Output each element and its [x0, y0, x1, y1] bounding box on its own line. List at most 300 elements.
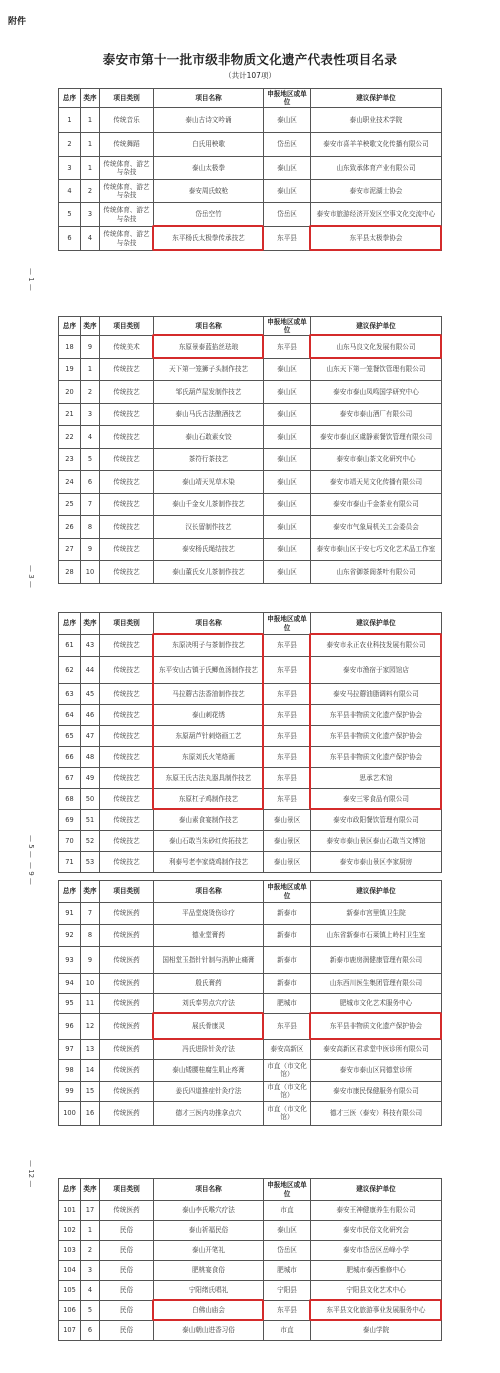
- table-header-row: [59, 1179, 442, 1201]
- table-cell: 21: [59, 403, 81, 426]
- table-cell: 53: [81, 852, 100, 873]
- table-cell: 1: [59, 108, 81, 133]
- table-cell: 5: [81, 1301, 100, 1321]
- highlight-box: [309, 334, 442, 359]
- column-header: 类序: [81, 881, 100, 903]
- table-cell: 泰山区: [264, 403, 311, 426]
- table-cell: 25: [59, 493, 81, 516]
- table-cell: 泰山区: [264, 180, 311, 203]
- highlight-box: [309, 225, 442, 251]
- table-cell: 泰山区: [264, 1221, 311, 1241]
- page-number: — 12 —: [27, 1160, 35, 1188]
- table-cell: 91: [59, 903, 81, 925]
- table-cell: 市直（市文化馆）: [264, 1101, 311, 1125]
- table-cell: 泰安市泰山区虞静素餐饮管理有限公司: [311, 426, 442, 449]
- table-cell: 东平县: [264, 705, 311, 726]
- table-row: [59, 448, 442, 471]
- table-cell: 传统技艺: [100, 493, 154, 516]
- table-cell: 6: [59, 227, 81, 251]
- highlight-box: [152, 225, 264, 251]
- table-cell: 白佛山庙会: [154, 1301, 264, 1321]
- table-cell: 50: [81, 789, 100, 810]
- table-cell: 东平县: [264, 336, 311, 359]
- table-cell: 德才三医（泰安）科技有限公司: [311, 1101, 442, 1125]
- table-cell: 传统体育、游艺与杂技: [100, 203, 154, 227]
- table-cell: 泰山石敢素女饺: [154, 426, 264, 449]
- table-cell: 山东西川医生集团管理有限公司: [311, 973, 442, 993]
- table-cell: 泰安市政阳餐饮管理有限公司: [311, 810, 442, 831]
- column-header: 类序: [81, 317, 100, 336]
- table-cell: 国相堂玉指针针制与消肿止痛膏: [154, 947, 264, 974]
- table-cell: 泰安市泰山区同德堂诊所: [311, 1059, 442, 1081]
- table-cell: 新泰市: [264, 903, 311, 925]
- table-cell: 2: [81, 1241, 100, 1261]
- table-cell: 66: [59, 747, 81, 768]
- table-row: [59, 810, 442, 831]
- table-cell: 107: [59, 1321, 81, 1341]
- table-cell: 传统技艺: [100, 768, 154, 789]
- column-header: 类序: [81, 1179, 100, 1201]
- table-cell: 东平县太极拳协会: [311, 227, 442, 251]
- page-number: — 9 —: [27, 862, 35, 885]
- table-cell: 8: [81, 516, 100, 539]
- column-header: 项目名称: [154, 881, 264, 903]
- table-cell: 105: [59, 1281, 81, 1301]
- table-cell: 东平县非物质文化遗产保护协会: [311, 1013, 442, 1039]
- table-cell: 1: [81, 132, 100, 157]
- table-row: [59, 1241, 442, 1261]
- table-cell: 10: [81, 973, 100, 993]
- table-cell: 山东马良文化发展有限公司: [311, 336, 442, 359]
- table-row: [59, 403, 442, 426]
- column-header: 总序: [59, 881, 81, 903]
- table-cell: 泰山区: [264, 108, 311, 133]
- column-header: 项目类别: [100, 613, 154, 635]
- column-header: 类序: [81, 89, 100, 108]
- column-header: 项目名称: [154, 613, 264, 635]
- table-row: [59, 538, 442, 561]
- table-cell: 4: [59, 180, 81, 203]
- table-cell: 19: [59, 358, 81, 381]
- table-cell: 传统医药: [100, 1101, 154, 1125]
- column-header: 项目类别: [100, 881, 154, 903]
- table-cell: 61: [59, 635, 81, 657]
- table-cell: 22: [59, 426, 81, 449]
- table-cell: 宁阳绪氏唱礼: [154, 1281, 264, 1301]
- table-cell: 岱岳空竹: [154, 203, 264, 227]
- table-cell: 93: [59, 947, 81, 974]
- table-cell: 传统技艺: [100, 831, 154, 852]
- table-row: [59, 903, 442, 925]
- table-cell: 汉长留制作技艺: [154, 516, 264, 539]
- table-cell: 13: [81, 1039, 100, 1059]
- table-cell: 103: [59, 1241, 81, 1261]
- table-cell: 泰山区: [264, 157, 311, 180]
- table-cell: 70: [59, 831, 81, 852]
- column-header: 项目名称: [154, 89, 264, 108]
- table-row: [59, 561, 442, 584]
- table-cell: 传统医药: [100, 1059, 154, 1081]
- table-cell: 东平县: [264, 684, 311, 705]
- column-header: 项目类别: [100, 317, 154, 336]
- table-cell: 43: [81, 635, 100, 657]
- table-cell: 52: [81, 831, 100, 852]
- table-cell: 3: [81, 203, 100, 227]
- column-header: 类序: [81, 613, 100, 635]
- table-cell: 18: [59, 336, 81, 359]
- table-cell: 26: [59, 516, 81, 539]
- table-cell: 传统医药: [100, 903, 154, 925]
- column-header: 建议保护单位: [311, 1179, 442, 1201]
- table-cell: 东原王氏古法丸器具制作技艺: [154, 768, 264, 789]
- table-cell: 104: [59, 1261, 81, 1281]
- table-cell: 传统技艺: [100, 358, 154, 381]
- table-row: [59, 993, 442, 1013]
- table-cell: 9: [81, 336, 100, 359]
- table-cell: 泰安高新区君求堂中医诊所有限公司: [311, 1039, 442, 1059]
- table-cell: 传统技艺: [100, 810, 154, 831]
- table-cell: 65: [59, 726, 81, 747]
- column-header: 总序: [59, 89, 81, 108]
- table-cell: 94: [59, 973, 81, 993]
- table-cell: 17: [81, 1201, 100, 1221]
- table-cell: 传统技艺: [100, 684, 154, 705]
- table-cell: 民俗: [100, 1301, 154, 1321]
- table-cell: 泰安市泰山茶文化研究中心: [311, 448, 442, 471]
- table-cell: 泰安马拉蘑油脂调料有限公司: [311, 684, 442, 705]
- table-cell: 44: [81, 656, 100, 684]
- table-cell: 1: [81, 358, 100, 381]
- table-cell: 传统音乐: [100, 108, 154, 133]
- table-cell: 泰安市民俗文化研究会: [311, 1221, 442, 1241]
- table-cell: 11: [81, 993, 100, 1013]
- table-cell: 2: [81, 381, 100, 404]
- table-cell: 泰山董氏女儿茶制作技艺: [154, 561, 264, 584]
- table-header-row: [59, 317, 442, 336]
- table-cell: 62: [59, 656, 81, 684]
- table-cell: 8: [81, 925, 100, 947]
- table-cell: 马拉蘑古法香油制作技艺: [154, 684, 264, 705]
- table-row: [59, 1101, 442, 1125]
- column-header: 申报地区或单位: [264, 613, 311, 635]
- table-cell: 东平县非物质文化遗产保护协会: [311, 747, 442, 768]
- table-cell: 泰安王神健康养生有限公司: [311, 1201, 442, 1221]
- table-row: [59, 852, 442, 873]
- column-header: 项目名称: [154, 1179, 264, 1201]
- table-cell: 1: [81, 157, 100, 180]
- table-cell: 东平县: [264, 726, 311, 747]
- table-cell: 展氏骨康灵: [154, 1013, 264, 1039]
- table-row: [59, 925, 442, 947]
- table-cell: 东平县: [264, 635, 311, 657]
- table-cell: 东平县文化旅游事业发展服务中心: [311, 1301, 442, 1321]
- table-cell: 东原刘氏火笔烙画: [154, 747, 264, 768]
- highlight-box: [309, 633, 442, 810]
- table-cell: 利泰号老李家烧鸡制作技艺: [154, 852, 264, 873]
- table-row: [59, 1221, 442, 1241]
- table-cell: 东原景泰蓝掐丝珐琅: [154, 336, 264, 359]
- table-cell: 16: [81, 1101, 100, 1125]
- table-cell: 27: [59, 538, 81, 561]
- table-cell: 泰山石敢当朱砂红传拓技艺: [154, 831, 264, 852]
- column-header: 项目名称: [154, 317, 264, 336]
- highlight-box: [152, 1299, 264, 1321]
- table-cell: 92: [59, 925, 81, 947]
- table-cell: 4: [81, 426, 100, 449]
- table-cell: 泰山太极拳: [154, 157, 264, 180]
- table-cell: 传统技艺: [100, 381, 154, 404]
- table-row: [59, 471, 442, 494]
- table-cell: 传统美术: [100, 336, 154, 359]
- page-number: — 3 —: [27, 565, 35, 588]
- table-cell: 泰山祈福民俗: [154, 1221, 264, 1241]
- table-cell: 7: [81, 903, 100, 925]
- table-cell: 12: [81, 1013, 100, 1039]
- page-number: — 1 —: [27, 268, 35, 291]
- table-row: [59, 973, 442, 993]
- table-cell: 传统技艺: [100, 403, 154, 426]
- table-cell: 新泰市: [264, 947, 311, 974]
- table-cell: 97: [59, 1039, 81, 1059]
- table-cell: 泰安市康民保健服务有限公司: [311, 1081, 442, 1101]
- table-cell: 宁阳县文化艺术中心: [311, 1281, 442, 1301]
- table-row: [59, 1281, 442, 1301]
- table-cell: 泰安市气象局机关工会委员会: [311, 516, 442, 539]
- table-cell: 东平县非物质文化遗产保护协会: [311, 705, 442, 726]
- table-cell: 泰山素食宴制作技艺: [154, 810, 264, 831]
- column-header: 总序: [59, 317, 81, 336]
- table-cell: 45: [81, 684, 100, 705]
- table-cell: 传统医药: [100, 947, 154, 974]
- table-cell: 新泰市宫里镇卫生院: [311, 903, 442, 925]
- table-cell: 泰安三零食品有限公司: [311, 789, 442, 810]
- table-cell: 泰山区: [264, 493, 311, 516]
- column-header: 总序: [59, 613, 81, 635]
- table-cell: 传统技艺: [100, 635, 154, 657]
- table-cell: 20: [59, 381, 81, 404]
- table-cell: 1: [81, 108, 100, 133]
- table-cell: 51: [81, 810, 100, 831]
- column-header: 建议保护单位: [311, 613, 442, 635]
- table-cell: 泰山学院: [311, 1321, 442, 1341]
- table-cell: 传统医药: [100, 993, 154, 1013]
- table-cell: 市直: [264, 1321, 311, 1341]
- table-cell: 9: [81, 538, 100, 561]
- column-header: 项目类别: [100, 1179, 154, 1201]
- table-row: [59, 1321, 442, 1341]
- table-cell: 泰山职业技术学院: [311, 108, 442, 133]
- column-header: 申报地区或单位: [264, 89, 311, 108]
- table-row: [59, 947, 442, 974]
- table-cell: 传统技艺: [100, 747, 154, 768]
- table-cell: 传统技艺: [100, 656, 154, 684]
- table-cell: 3: [81, 403, 100, 426]
- table-row: [59, 831, 442, 852]
- table-row: [59, 180, 442, 203]
- table-cell: 1: [81, 1221, 100, 1241]
- table-cell: 传统医药: [100, 1013, 154, 1039]
- table-row: [59, 157, 442, 180]
- table-cell: 泰山区: [264, 381, 311, 404]
- table-cell: 茶符行茶技艺: [154, 448, 264, 471]
- table-cell: 泰安市岱岳区岳峰小学: [311, 1241, 442, 1261]
- table-cell: 泰安杨氏绳结技艺: [154, 538, 264, 561]
- table-cell: 传统体育、游艺与杂技: [100, 227, 154, 251]
- table-cell: 东原杠子鸡制作技艺: [154, 789, 264, 810]
- table-cell: 95: [59, 993, 81, 1013]
- table-cell: 泰安市喜羊羊秧歌文化传播有限公司: [311, 132, 442, 157]
- document-title: 泰安市第十一批市级非物质文化遗产代表性项目名录: [102, 52, 398, 67]
- table-cell: 东平县: [264, 227, 311, 251]
- table-cell: 民俗: [100, 1241, 154, 1261]
- table-cell: 47: [81, 726, 100, 747]
- table-cell: 传统医药: [100, 925, 154, 947]
- table-cell: 5: [59, 203, 81, 227]
- table-cell: 泰安市永正农业科技发展有限公司: [311, 635, 442, 657]
- table-cell: 99: [59, 1081, 81, 1101]
- table-cell: 东平县非物质文化遗产保护协会: [311, 726, 442, 747]
- table-cell: 46: [81, 705, 100, 726]
- table-cell: 岱岳区: [264, 203, 311, 227]
- table-row: [59, 1059, 442, 1081]
- table-cell: 泰山区: [264, 471, 311, 494]
- table-cell: 传统舞蹈: [100, 132, 154, 157]
- table-cell: 泰山景区: [264, 831, 311, 852]
- column-header: 申报地区或单位: [264, 317, 311, 336]
- table-cell: 东平县: [264, 1301, 311, 1321]
- table-cell: 传统技艺: [100, 852, 154, 873]
- table-row: [59, 1081, 442, 1101]
- table-cell: 姜氏四道推症针灸疗法: [154, 1081, 264, 1101]
- column-header: 申报地区或单位: [264, 881, 311, 903]
- table-cell: 2: [59, 132, 81, 157]
- table-row: [59, 1261, 442, 1281]
- table-cell: 泰安市泰山凤鸣国学研究中心: [311, 381, 442, 404]
- table-cell: 泰山区: [264, 516, 311, 539]
- table-cell: 传统技艺: [100, 789, 154, 810]
- table-cell: 新泰市: [264, 973, 311, 993]
- table-cell: 传统体育、游艺与杂技: [100, 180, 154, 203]
- table-cell: 泰安市泥湖士协会: [311, 180, 442, 203]
- highlight-box: [152, 633, 264, 810]
- column-header: 建议保护单位: [311, 881, 442, 903]
- table-cell: 传统技艺: [100, 448, 154, 471]
- table-cell: 岱岳区: [264, 132, 311, 157]
- table-cell: 东平县: [264, 789, 311, 810]
- table-cell: 传统医药: [100, 973, 154, 993]
- table-cell: 67: [59, 768, 81, 789]
- table-cell: 49: [81, 768, 100, 789]
- table-cell: 思承艺术馆: [311, 768, 442, 789]
- table-cell: 泰安市渔宿于家园馆店: [311, 656, 442, 684]
- table-cell: 泰山区: [264, 358, 311, 381]
- table-row: [59, 132, 442, 157]
- table-cell: 东平安山古镇于氏鲫鱼汤制作技艺: [154, 656, 264, 684]
- table-cell: 刘氏奉男点穴疗法: [154, 993, 264, 1013]
- heritage-table-4: [58, 880, 442, 1126]
- table-cell: 传统技艺: [100, 561, 154, 584]
- table-cell: 64: [59, 705, 81, 726]
- highlight-box: [152, 334, 264, 359]
- table-cell: 东原葫芦针刺烙画工艺: [154, 726, 264, 747]
- table-cell: 传统技艺: [100, 471, 154, 494]
- table-cell: 东平杨氏太极拳传承技艺: [154, 227, 264, 251]
- table-cell: 肥城市文化艺术服务中心: [311, 993, 442, 1013]
- table-cell: 肥城市: [264, 1261, 311, 1281]
- table-row: [59, 1039, 442, 1059]
- table-cell: 山东省新泰市石莱镇上岭村卫生室: [311, 925, 442, 947]
- attachment-label: 附件: [8, 17, 27, 27]
- table-cell: 泰山刺花绣: [154, 705, 264, 726]
- table-cell: 天下第一笼狮子头制作技艺: [154, 358, 264, 381]
- table-cell: 泰山开笔礼: [154, 1241, 264, 1261]
- table-cell: 泰安市靖天见文化传播有限公司: [311, 471, 442, 494]
- table-cell: 4: [81, 1281, 100, 1301]
- table-row: [59, 203, 442, 227]
- table-cell: 7: [81, 493, 100, 516]
- table-cell: 96: [59, 1013, 81, 1039]
- table-cell: 23: [59, 448, 81, 471]
- table-cell: 肥城市泰西雅修中心: [311, 1261, 442, 1281]
- table-cell: 民俗: [100, 1261, 154, 1281]
- table-cell: 6: [81, 1321, 100, 1341]
- table-cell: 69: [59, 810, 81, 831]
- column-header: 建议保护单位: [311, 89, 442, 108]
- table-cell: 平品堂烧烫伤诊疗: [154, 903, 264, 925]
- table-cell: 泰山区: [264, 538, 311, 561]
- table-cell: 泰安市泰山景区李家厨房: [311, 852, 442, 873]
- table-cell: 4: [81, 227, 100, 251]
- table-cell: 传统技艺: [100, 705, 154, 726]
- table-cell: 泰山朝山进香习俗: [154, 1321, 264, 1341]
- table-cell: 泰安市泰山景区泰山石敢当文博馆: [311, 831, 442, 852]
- table-cell: 传统医药: [100, 1081, 154, 1101]
- table-cell: 泰安市旅游经济开发区空事文化交流中心: [311, 203, 442, 227]
- document-subtitle: （共计107项）: [224, 71, 276, 80]
- table-cell: 泰安市泰山酒厂有限公司: [311, 403, 442, 426]
- table-cell: 48: [81, 747, 100, 768]
- table-cell: 民俗: [100, 1281, 154, 1301]
- table-cell: 泰山李氏喉穴疗法: [154, 1201, 264, 1221]
- highlight-box: [309, 1299, 442, 1321]
- table-cell: 泰山矮腰桂腐生肌止疼膏: [154, 1059, 264, 1081]
- table-row: [59, 1201, 442, 1221]
- table-row: [59, 493, 442, 516]
- table-header-row: [59, 881, 442, 903]
- table-cell: 102: [59, 1221, 81, 1241]
- table-cell: 泰山区: [264, 561, 311, 584]
- table-header-row: [59, 613, 442, 635]
- table-cell: 肥城市: [264, 993, 311, 1013]
- table-cell: 东平县: [264, 768, 311, 789]
- column-header: 申报地区或单位: [264, 1179, 311, 1201]
- table-cell: 白氏用秧歌: [154, 132, 264, 157]
- table-row: [59, 108, 442, 133]
- table-cell: 东原决明子与茶制作技艺: [154, 635, 264, 657]
- table-cell: 3: [59, 157, 81, 180]
- highlight-box: [152, 1012, 264, 1040]
- table-row: [59, 358, 442, 381]
- table-cell: 德才三医内功推拿点穴: [154, 1101, 264, 1125]
- table-cell: 泰山千金女儿茶制作技艺: [154, 493, 264, 516]
- table-cell: 市直（市文化馆）: [264, 1059, 311, 1081]
- table-cell: 山东省御茶阁茶叶有限公司: [311, 561, 442, 584]
- table-cell: 传统技艺: [100, 726, 154, 747]
- table-cell: 98: [59, 1059, 81, 1081]
- table-cell: 63: [59, 684, 81, 705]
- table-cell: 2: [81, 180, 100, 203]
- table-cell: 邹氏葫芦屋发制作技艺: [154, 381, 264, 404]
